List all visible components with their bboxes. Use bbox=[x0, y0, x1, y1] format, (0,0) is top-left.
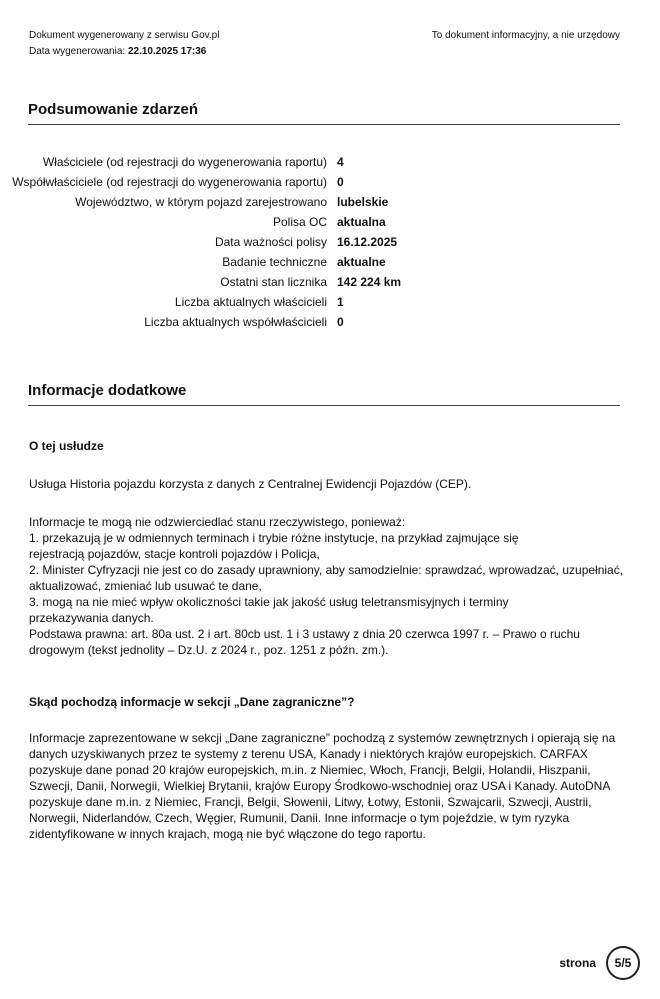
summary-row bbox=[0, 194, 660, 214]
text-line: danych uzyskiwanych przez te systemy z terenu USA, Kanady i niektórych krajów europejskich. CARFAX bbox=[29, 747, 588, 761]
disclaimer: To dokument informacyjny, a nie urzędowy bbox=[431, 30, 620, 41]
summary-row bbox=[0, 274, 660, 294]
date-value: 22.10.2025 17:36 bbox=[127, 46, 207, 57]
header-left bbox=[29, 28, 219, 60]
summary-label: Ostatni stan licznika bbox=[220, 275, 327, 289]
date-label: Data wygenerowania: bbox=[29, 46, 126, 57]
summary-row bbox=[0, 294, 660, 314]
summary-value: 0 bbox=[337, 175, 344, 189]
summary-label: Data ważności polisy bbox=[214, 235, 327, 249]
summary-row bbox=[0, 234, 660, 254]
foreign-heading: Skąd pochodzą informacje w sekcji „Dane zagraniczne”? bbox=[29, 695, 355, 709]
summary-table bbox=[0, 154, 660, 334]
summary-row bbox=[0, 214, 660, 234]
page-label: strona bbox=[559, 956, 596, 970]
summary-label: Województwo, w którym pojazd zarejestrowano bbox=[75, 195, 327, 209]
summary-label: Współwłaściciele (od rejestracji do wygenerowania raportu) bbox=[12, 175, 327, 189]
about-heading: O tej usłudze bbox=[29, 439, 104, 453]
additional-section-title: Informacje dodatkowe bbox=[28, 382, 620, 406]
text-line: pozyskuje dane ponad 20 krajów europejskich, m.in. z Niemiec, Włoch, Francji, Belgii, Holandii, Hiszpanii, bbox=[29, 763, 591, 777]
text-line: pozyskuje dane m.in. z Niemiec, Francji, Belgii, Słowenii, Litwy, Łotwy, Estonii, Szwajcarii, Szwecji, Austrii, bbox=[29, 795, 592, 809]
about-paragraph-2 bbox=[29, 514, 629, 658]
summary-label: Właściciele (od rejestracji do wygenerowania raportu) bbox=[42, 155, 327, 169]
foreign-paragraph bbox=[29, 730, 629, 842]
summary-value: 16.12.2025 bbox=[337, 235, 398, 249]
about-paragraph-1: Usługa Historia pojazdu korzysta z danych z Centralnej Ewidencji Pojazdów (CEP). bbox=[29, 477, 472, 491]
summary-label: Liczba aktualnych właścicieli bbox=[174, 295, 327, 309]
summary-row bbox=[0, 314, 660, 334]
text-line: 2. Minister Cyfryzacji nie jest co do zasady uprawniony, aby samodzielnie: sprawdzać, wprowadzać, uzupełniać, bbox=[29, 563, 624, 577]
text-line: 3. mogą na nie mieć wpływ okoliczności takie jak jakość usług teletransmisyjnych i terminy bbox=[29, 595, 509, 609]
summary-row bbox=[0, 254, 660, 274]
text-line: aktualizować, zmieniać lub usuwać te dane, bbox=[29, 579, 262, 593]
text-line: Podstawa prawna: art. 80a ust. 2 i art. 80cb ust. 1 i 3 ustawy z dnia 20 czerwca 1997 r. – Prawo o ruchu bbox=[29, 627, 580, 641]
summary-value: 142 224 km bbox=[337, 275, 402, 289]
summary-label: Liczba aktualnych współwłaścicieli bbox=[144, 315, 327, 329]
summary-section-title: Podsumowanie zdarzeń bbox=[28, 101, 620, 125]
text-line: Norwegii, Niderlandów, Czech, Węgier, Rumunii, Danii. Inne informacje o tym pojeździe, w tym ryzyka bbox=[29, 811, 570, 825]
summary-value: aktualna bbox=[337, 215, 386, 229]
summary-value: 1 bbox=[337, 295, 344, 309]
text-line: rejestracją pojazdów, stacje kontroli pojazdów i Policja, bbox=[29, 547, 320, 561]
text-line: zidentyfikowane w innych krajach, mogą nie być włączone do tego raportu. bbox=[29, 827, 426, 841]
summary-value: aktualne bbox=[337, 255, 386, 269]
text-line: Szwecji, Danii, Norwegii, Wielkiej Brytanii, krajów Europy Środkowo-wschodniej oraz USA i Kanady. AutoDNA bbox=[29, 779, 611, 793]
summary-row bbox=[0, 154, 660, 174]
text-line: przekazywania danych. bbox=[29, 611, 154, 625]
page-indicator bbox=[559, 946, 640, 980]
summary-label: Badanie techniczne bbox=[222, 255, 327, 269]
text-line: Informacje zaprezentowane w sekcji „Dane zagraniczne” pochodzą z systemów zewnętrznych i opierają się na bbox=[29, 731, 616, 745]
summary-row bbox=[0, 174, 660, 194]
text-line: Informacje te mogą nie odzwierciedlać stanu rzeczywistego, ponieważ: bbox=[29, 515, 406, 529]
source-text: Dokument wygenerowany z serwisu Gov.pl bbox=[29, 30, 220, 41]
page-number: 5/5 bbox=[606, 946, 640, 980]
summary-value: lubelskie bbox=[337, 195, 389, 209]
summary-value: 0 bbox=[337, 315, 344, 329]
text-line: 1. przekazują je w odmiennych terminach i trybie różne instytucje, na przykład zajmujące się bbox=[29, 531, 519, 545]
generation-date bbox=[29, 44, 219, 60]
text-line: drogowym (tekst jednolity – Dz.U. z 2024 r., poz. 1251 z późn. zm.). bbox=[29, 643, 389, 657]
summary-label: Polisa OC bbox=[272, 215, 327, 229]
summary-value: 4 bbox=[337, 155, 344, 169]
